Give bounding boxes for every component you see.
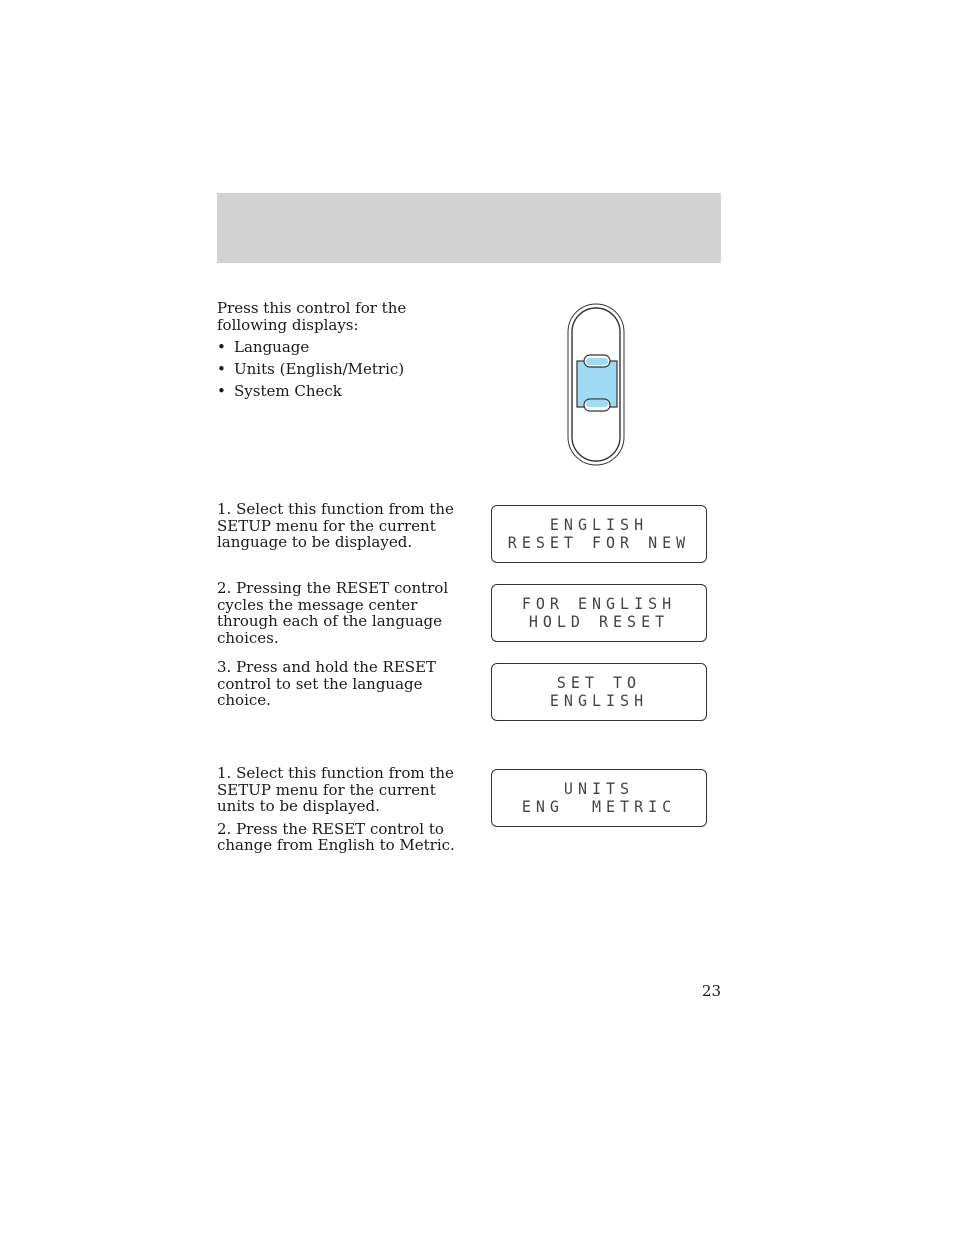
display-line-1: UNITS <box>563 779 635 799</box>
language-step-1: 1. Select this function from the SETUP menu for the current language to be displayed. <box>217 500 454 551</box>
display-line-2: RESET FOR NEW <box>507 533 691 553</box>
message-display-units <box>491 769 707 827</box>
language-step-2: 2. Pressing the RESET control cycles the message center through each of the language choices. <box>217 579 449 647</box>
display-line-2: ENGLISH <box>549 691 649 711</box>
units-step-2: 2. Press the RESET control to change from English to Metric. <box>217 819 455 854</box>
bullet-icon: • <box>217 360 226 378</box>
message-display-hold-reset <box>491 584 707 642</box>
reset-control-button-icon <box>567 303 627 467</box>
page-number: 23 <box>701 982 721 1000</box>
message-display-english <box>491 505 707 563</box>
display-line-1: FOR ENGLISH <box>521 594 677 614</box>
bullet-icon: • <box>217 338 226 356</box>
display-line-1: SET TO <box>556 673 642 693</box>
display-list <box>217 339 467 400</box>
list-item: • System Check <box>217 382 342 400</box>
intro-text: Press this control for the following displays: <box>217 299 407 334</box>
units-step-1: 1. Select this function from the SETUP menu for the current units to be displayed. <box>217 764 454 815</box>
message-display-set-to <box>491 663 707 721</box>
list-item: • Language <box>217 338 310 356</box>
units-steps <box>217 765 467 860</box>
bullet-icon: • <box>217 382 226 400</box>
language-step-3: 3. Press and hold the RESET control to set the language choice. <box>217 658 437 709</box>
display-line-2: ENG METRIC <box>521 797 677 817</box>
list-item: • Units (English/Metric) <box>217 360 405 378</box>
section-header-band <box>217 193 721 263</box>
intro-section <box>217 300 467 405</box>
display-line-2: HOLD RESET <box>528 612 670 632</box>
display-line-1: ENGLISH <box>549 515 649 535</box>
